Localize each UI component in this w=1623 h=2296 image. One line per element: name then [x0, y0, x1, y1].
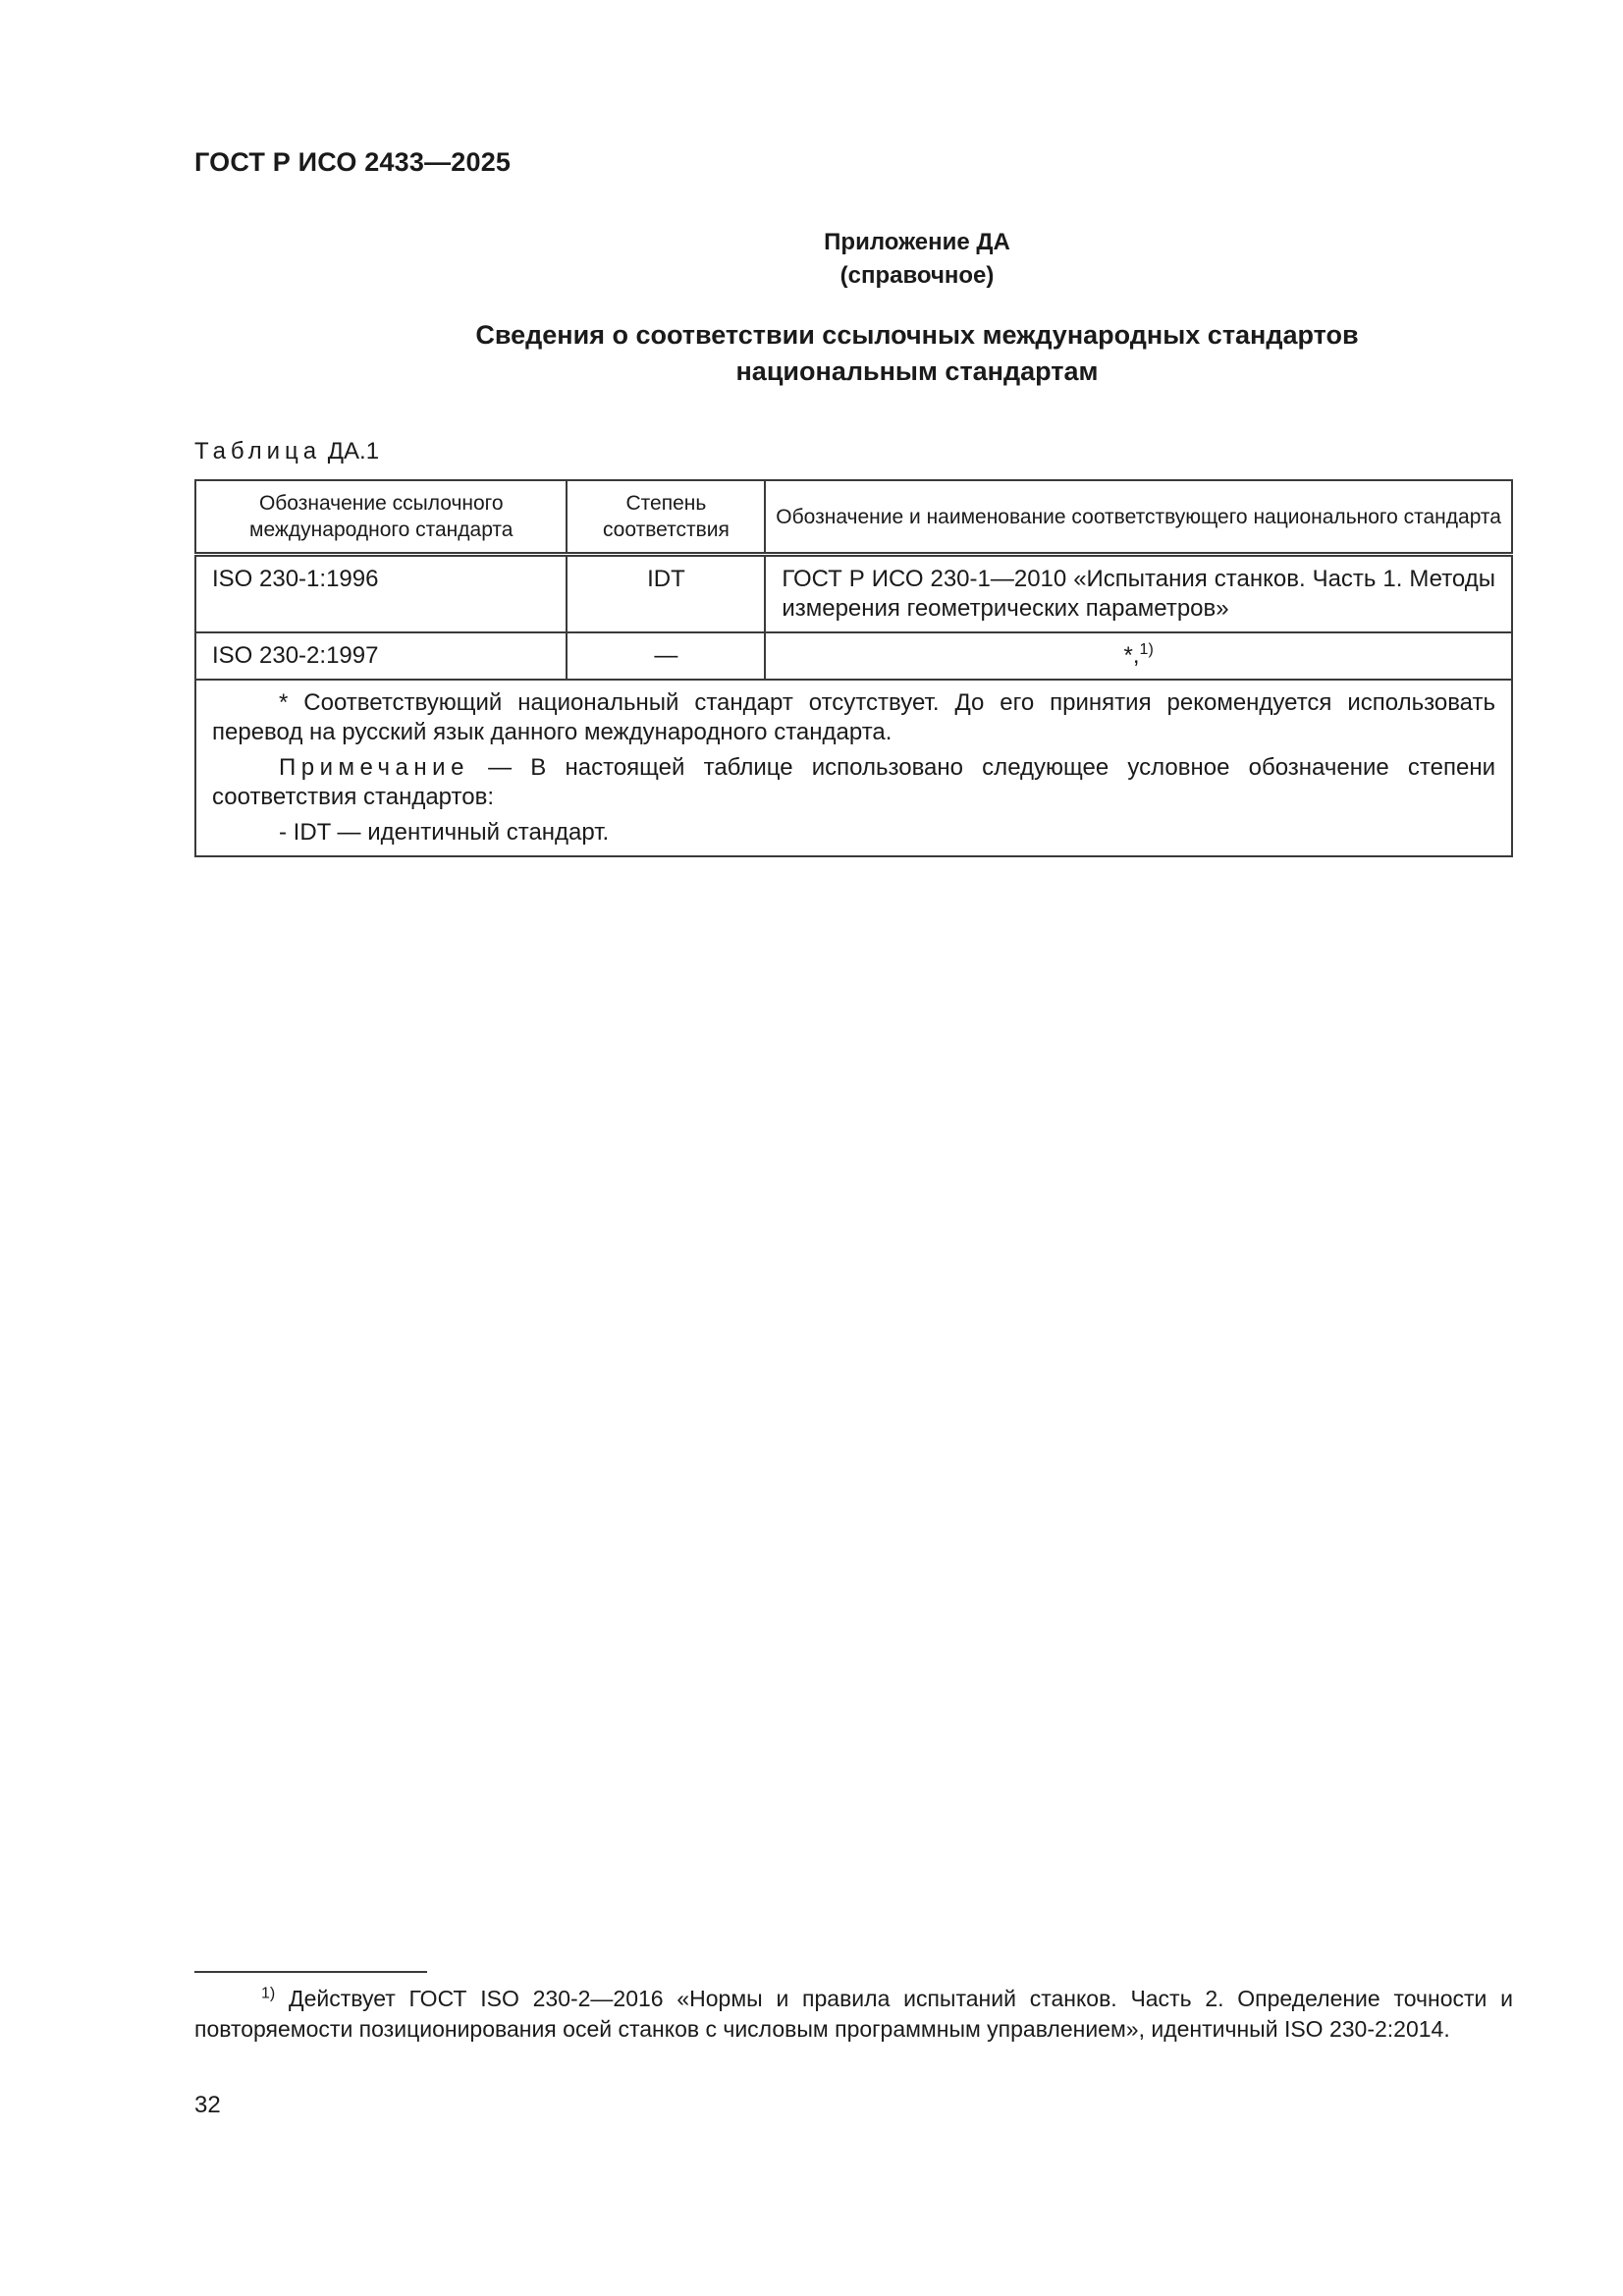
- footnote: [194, 1984, 1513, 2045]
- header-cell-international-standard: Обозначение ссылочного международного стандарта: [195, 480, 567, 555]
- cell-degree: IDT: [567, 555, 765, 633]
- cell-national-text: *,: [1123, 642, 1140, 669]
- cell-national: [765, 632, 1512, 680]
- table-header-row: [195, 480, 1512, 555]
- table-caption-word: Таблица: [194, 438, 322, 465]
- annex-title-line-2: национальным стандартам: [735, 356, 1099, 386]
- correspondence-table: [194, 479, 1513, 857]
- table-notes-row: [195, 680, 1512, 856]
- footnote-separator: [194, 1971, 427, 1973]
- absent-standard-note: * Соответствующий национальный стандарт отсутствует. До его принятия рекомендуется использовать перевод на русский язык данного международного стандарта.: [212, 689, 1495, 745]
- cell-standard: ISO 230-1:1996: [195, 555, 567, 633]
- footnote-reference: 1): [1139, 641, 1154, 658]
- annex-heading: [0, 226, 1623, 293]
- annex-type: (справочное): [839, 262, 995, 289]
- note-label: Примечание: [279, 754, 469, 781]
- header-cell-degree: Степень соответствия: [567, 480, 765, 555]
- table-caption: [194, 438, 379, 465]
- note-text: — В настоящей таблице использовано следующее условное обозначение степени соответствия стандартов:: [212, 754, 1495, 810]
- annex-title: [0, 317, 1623, 390]
- table-row: [195, 555, 1512, 633]
- table-row: [195, 632, 1512, 680]
- cell-standard: ISO 230-2:1997: [195, 632, 567, 680]
- page-number: 32: [194, 2092, 221, 2118]
- table-caption-number: ДА.1: [327, 438, 380, 465]
- footnote-marker: 1): [261, 1985, 276, 2002]
- annex-title-line-1: Сведения о соответствии ссылочных международных стандартов: [475, 320, 1359, 350]
- document-header: ГОСТ Р ИСО 2433—2025: [194, 147, 512, 177]
- table-note: [212, 753, 1495, 812]
- note-bullet-item: - IDT — идентичный стандарт.: [279, 819, 610, 846]
- cell-degree: —: [567, 632, 765, 680]
- table-notes-cell: [195, 680, 1512, 856]
- cell-national: ГОСТ Р ИСО 230-1—2010 «Испытания станков. Часть 1. Методы измерения геометрических параметров»: [765, 555, 1512, 633]
- annex-label: Приложение ДА: [824, 229, 1010, 255]
- header-cell-national-standard: Обозначение и наименование соответствующего национального стандарта: [765, 480, 1512, 555]
- footnote-text: Действует ГОСТ ISO 230-2—2016 «Нормы и правила испытаний станков. Часть 2. Определение точности и повторяемости позиционирования осей станков с числовым программным управлением», идентичный ISO 230-2:2014.: [194, 1986, 1513, 2042]
